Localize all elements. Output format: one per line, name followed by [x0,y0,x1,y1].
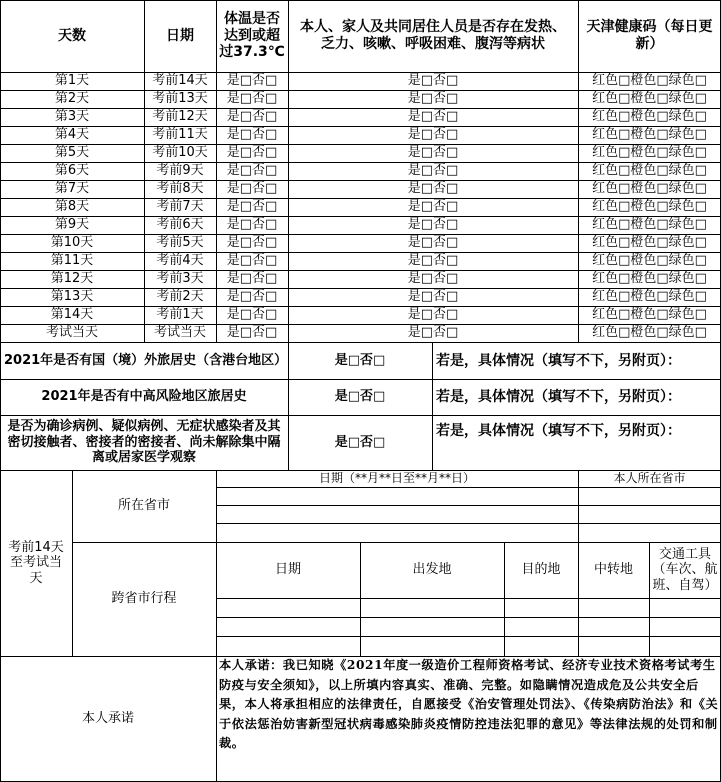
travel-question-contact: 是否为确诊病例、疑似病例、无症状感染者及其密切接触者、密接者的密接者、尚未解除集中隔离或居家医学观察 [7,419,281,466]
grid-line [0,415,721,416]
cross-header-transit: 中转地 [593,562,633,578]
header-day: 天数 [58,27,86,44]
row-health-code-choice[interactable]: 红色□橙色□绿色□ [592,73,707,89]
row-symptoms-choice[interactable]: 是□否□ [407,289,459,305]
grid-line [0,306,721,307]
row-day: 考试当天 [45,325,98,341]
row-day: 第12天 [50,271,94,287]
grid-line [360,542,361,656]
row-date: 考前1天 [156,307,204,323]
row-date: 考前3天 [156,271,204,287]
row-health-code-choice[interactable]: 红色□橙色□绿色□ [592,235,707,251]
row-health-code-choice[interactable]: 红色□橙色□绿色□ [592,91,707,107]
row-day: 第1天 [54,73,90,89]
pledge-text: 本人承诺：我已知晓《2021年度一级造价工程师资格考试、经济专业技术资格考试考生防疫与安全须知》，以上所填内容真实、准确、完整。如隐瞒情况造成危及公共安全后果，本人将承担相应的法律责任，自愿接受《治安管理处罚法》、《传染病防治法》和《关于依法惩治妨害新型冠状病毒感染肺炎疫情防控违法犯罪的意见》等法律法规的处罚和制裁。 [219,658,719,750]
grid-line [0,0,1,782]
grid-line [504,542,505,656]
row-temperature-choice[interactable]: 是□否□ [226,253,278,269]
row-symptoms-choice[interactable]: 是□否□ [407,199,459,215]
row-health-code-choice[interactable]: 红色□橙色□绿色□ [592,325,707,341]
row-symptoms-choice[interactable]: 是□否□ [407,127,459,143]
row-date: 考前9天 [156,163,204,179]
grid-line [0,379,721,380]
grid-line [288,343,289,470]
grid-line [649,542,650,656]
row-date: 考前7天 [156,199,204,215]
row-temperature-choice[interactable]: 是□否□ [226,163,278,179]
grid-line [0,324,721,325]
travel-detail-contact[interactable]: 若是，具体情况（填写不下，另附页）： [436,423,681,439]
grid-line [72,470,73,656]
travel-answer-abroad[interactable]: 是□否□ [334,353,386,369]
row-date: 考前14天 [152,73,208,89]
row-temperature-choice[interactable]: 是□否□ [226,109,278,125]
row-day: 第8天 [54,199,90,215]
row-health-code-choice[interactable]: 红色□橙色□绿色□ [592,253,707,269]
header-symptoms: 本人、家人及共同居住人员是否存在发热、乏力、咳嗽、呼吸困难、腹泻等病状 [300,19,566,52]
grid-line [578,470,579,542]
grid-line [0,162,721,163]
row-day: 第13天 [50,289,94,305]
travel-detail-abroad[interactable]: 若是，具体情况（填写不下，另附页）： [436,352,681,369]
itinerary-province-header: 本人所在省市 [613,471,686,486]
row-temperature-choice[interactable]: 是□否□ [226,325,278,341]
grid-line [216,598,721,599]
itinerary-period-label: 考前14天至考试当天 [8,539,64,586]
travel-question-risk-area: 2021年是否有中高风险地区旅居史 [41,389,247,405]
row-symptoms-choice[interactable]: 是□否□ [407,217,459,233]
cross-header-transport: 交通工具（车次、航班、自驾） [652,546,718,593]
grid-line [0,198,721,199]
grid-line [216,636,721,637]
row-health-code-choice[interactable]: 红色□橙色□绿色□ [592,199,707,215]
travel-answer-risk-area[interactable]: 是□否□ [334,389,386,405]
row-day: 第9天 [54,217,90,233]
row-date: 考前4天 [156,253,204,269]
row-symptoms-choice[interactable]: 是□否□ [407,73,459,89]
grid-line [0,270,721,271]
row-day: 第4天 [54,127,90,143]
grid-line [0,180,721,181]
cross-header-date: 日期 [274,562,301,578]
grid-line [578,542,579,656]
row-temperature-choice[interactable]: 是□否□ [226,289,278,305]
itinerary-cross-label: 跨省市行程 [111,591,177,607]
row-symptoms-choice[interactable]: 是□否□ [407,91,459,107]
row-temperature-choice[interactable]: 是□否□ [226,235,278,251]
row-health-code-choice[interactable]: 红色□橙色□绿色□ [592,217,707,233]
grid-line [216,617,721,618]
row-health-code-choice[interactable]: 红色□橙色□绿色□ [592,181,707,197]
row-temperature-choice[interactable]: 是□否□ [226,127,278,143]
row-symptoms-choice[interactable]: 是□否□ [407,325,459,341]
cross-header-departure: 出发地 [412,562,452,578]
row-health-code-choice[interactable]: 红色□橙色□绿色□ [592,271,707,287]
row-temperature-choice[interactable]: 是□否□ [226,217,278,233]
row-health-code-choice[interactable]: 红色□橙色□绿色□ [592,307,707,323]
row-date: 考前8天 [156,181,204,197]
row-day: 第14天 [50,307,94,323]
grid-line [216,487,721,488]
row-day: 第11天 [50,253,94,269]
grid-line [0,470,721,471]
row-symptoms-choice[interactable]: 是□否□ [407,253,459,269]
grid-line [144,0,145,343]
row-date: 考前10天 [152,145,208,161]
row-date: 考前5天 [156,235,204,251]
row-temperature-choice[interactable]: 是□否□ [226,73,278,89]
grid-line [216,470,217,782]
row-day: 第6天 [54,163,90,179]
grid-line [288,0,289,343]
row-day: 第2天 [54,91,90,107]
row-symptoms-choice[interactable]: 是□否□ [407,145,459,161]
grid-line [0,144,721,145]
row-symptoms-choice[interactable]: 是□否□ [407,163,459,179]
grid-line [0,252,721,253]
row-symptoms-choice[interactable]: 是□否□ [407,235,459,251]
row-date: 考前12天 [152,109,208,125]
travel-detail-risk-area[interactable]: 若是，具体情况（填写不下，另附页）： [436,388,681,405]
grid-line [0,216,721,217]
grid-line [0,234,721,235]
grid-line [0,90,721,91]
grid-line [0,342,721,343]
row-health-code-choice[interactable]: 红色□橙色□绿色□ [592,163,707,179]
grid-line [432,343,433,470]
row-day: 第7天 [54,181,90,197]
row-symptoms-choice[interactable]: 是□否□ [407,307,459,323]
cross-header-destination: 目的地 [521,562,561,578]
grid-line [0,126,721,127]
row-date: 考前13天 [152,91,208,107]
grid-line [216,0,217,343]
row-date: 考前6天 [156,217,204,233]
itinerary-province-label: 所在省市 [117,498,170,514]
pledge-label: 本人承诺 [81,711,134,727]
row-health-code-choice[interactable]: 红色□橙色□绿色□ [592,109,707,125]
travel-question-abroad: 2021年是否有国（境）外旅居史（含港台地区） [4,353,288,369]
row-date: 考前2天 [156,289,204,305]
row-date: 考试当天 [153,325,206,341]
grid-line [578,0,579,343]
row-day: 第5天 [54,145,90,161]
grid-line [0,0,721,1]
header-temperature: 体温是否达到或超过37.3℃ [219,10,285,61]
grid-line [0,72,721,73]
row-day: 第3天 [54,109,90,125]
row-day: 第10天 [50,235,94,251]
grid-line [216,505,721,506]
row-symptoms-choice[interactable]: 是□否□ [407,109,459,125]
row-temperature-choice[interactable]: 是□否□ [226,181,278,197]
header-health-code: 天津健康码（每日更新） [586,19,713,52]
row-temperature-choice[interactable]: 是□否□ [226,271,278,287]
grid-line [0,108,721,109]
grid-line [216,523,721,524]
row-temperature-choice[interactable]: 是□否□ [226,199,278,215]
travel-answer-contact[interactable]: 是□否□ [334,434,386,450]
row-temperature-choice[interactable]: 是□否□ [226,307,278,323]
row-symptoms-choice[interactable]: 是□否□ [407,271,459,287]
row-health-code-choice[interactable]: 红色□橙色□绿色□ [592,145,707,161]
grid-line [0,656,721,657]
row-date: 考前11天 [152,127,208,143]
row-health-code-choice[interactable]: 红色□橙色□绿色□ [592,127,707,143]
row-symptoms-choice[interactable]: 是□否□ [407,181,459,197]
row-temperature-choice[interactable]: 是□否□ [226,91,278,107]
grid-line [0,288,721,289]
header-date: 日期 [166,27,194,44]
row-temperature-choice[interactable]: 是□否□ [226,145,278,161]
grid-line [72,542,721,543]
row-health-code-choice[interactable]: 红色□橙色□绿色□ [592,289,707,305]
itinerary-date-range-header: 日期（**月**日至**月**日） [318,471,475,486]
